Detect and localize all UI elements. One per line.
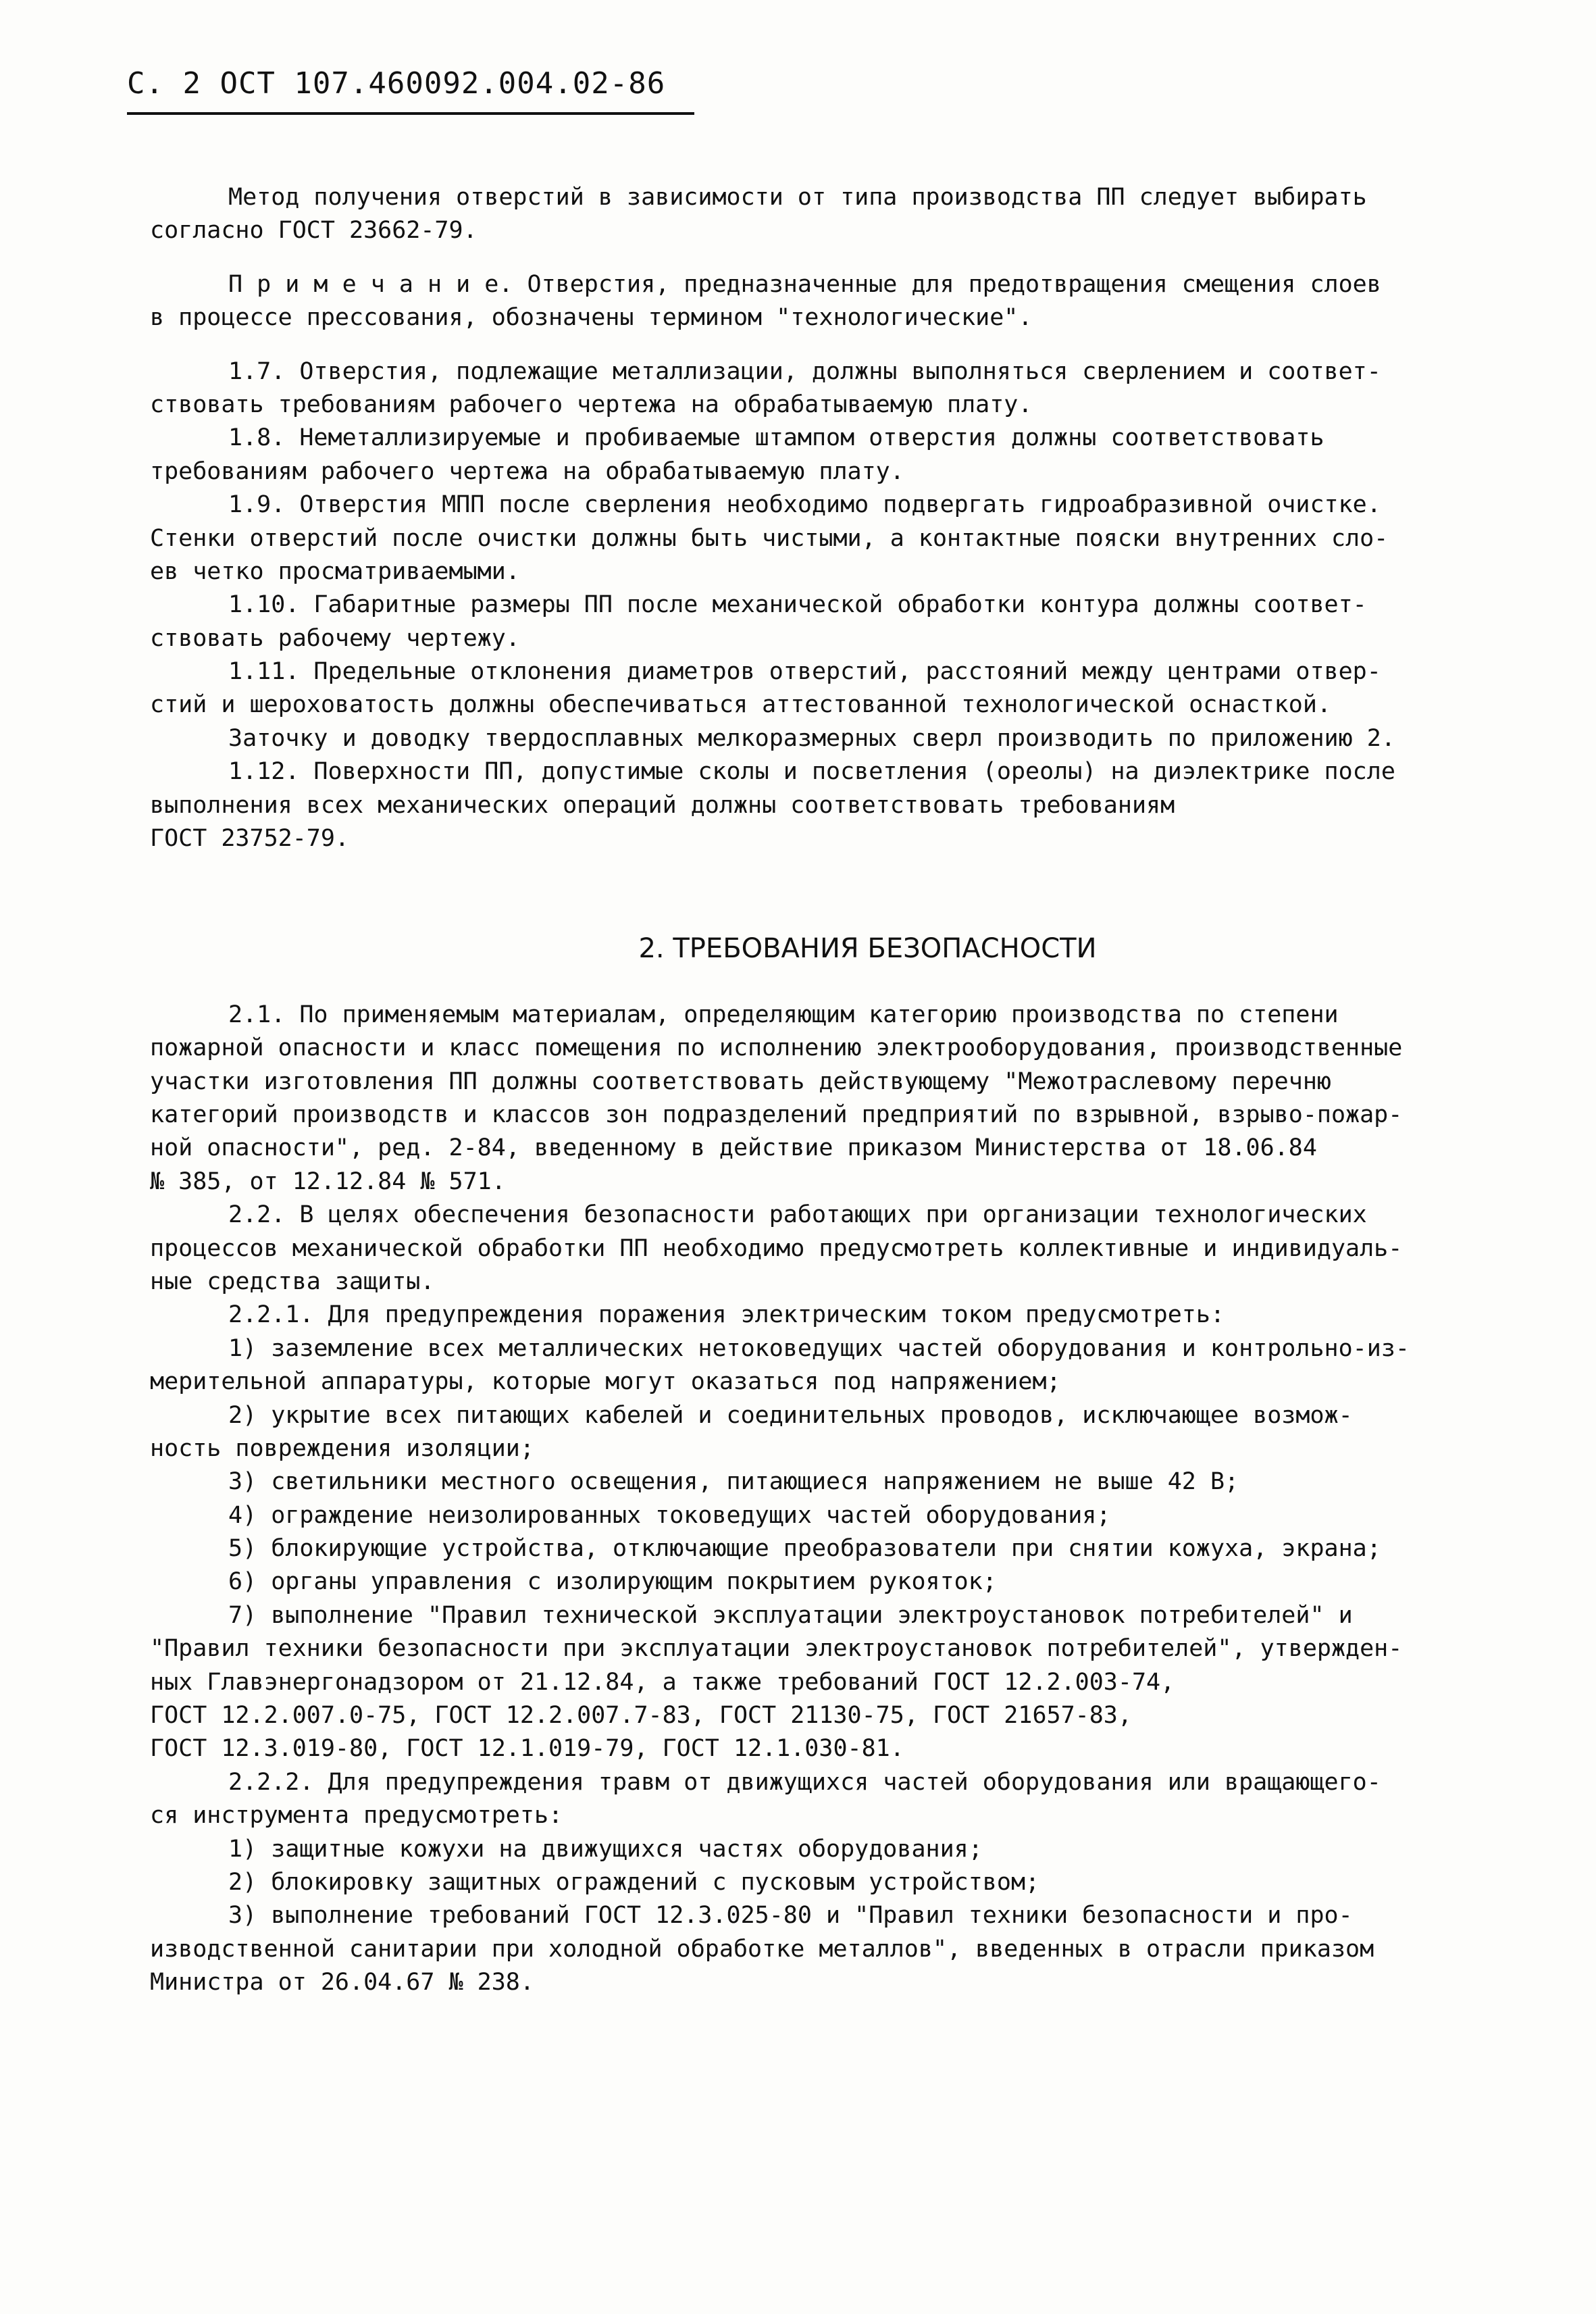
paragraph-line: ГОСТ 23752-79. — [150, 825, 350, 853]
paragraph-line: № 385, от 12.12.84 № 571. — [150, 1167, 506, 1195]
section-title: 2. ТРЕБОВАНИЯ БЕЗОПАСНОСТИ — [638, 933, 1097, 965]
paragraph-line: Стенки отверстий после очистки должны быть чистыми, а контактные пояски внутренних сло- — [150, 524, 1389, 552]
list-item: 2) блокировку защитных ограждений с пусковым устройством; — [228, 1868, 1040, 1896]
paragraph-line: Заточку и доводку твердосплавных мелкоразмерных сверл производить по приложению 2. — [228, 724, 1395, 752]
spacer — [150, 248, 1545, 268]
list-item: 6) органы управления с изолирующим покрытием рукояток; — [228, 1568, 997, 1596]
clause-2-1: 2.1. По применяемым материалам, определяющим категорию производства по степени — [228, 1001, 1339, 1028]
note-line: П р и м е ч а н и е. Отверстия, предназначенные для предотвращения смещения слоев — [228, 270, 1381, 298]
document-body — [150, 181, 1545, 2000]
paragraph-line: ГОСТ 12.2.007.0-75, ГОСТ 12.2.007.7-83, ГОСТ 21130-75, ГОСТ 21657-83, — [150, 1702, 1132, 1730]
paragraph-line: "Правил техники безопасности при эксплуатации электроустановок потребителей", утвержден- — [150, 1635, 1403, 1663]
paragraph-line: процессов механической обработки ПП необходимо предусмотреть коллективные и индивидуаль- — [150, 1234, 1403, 1262]
paragraph-line: ствовать требованиям рабочего чертежа на обрабатываемую плату. — [150, 391, 1033, 418]
paragraph-line: стий и шероховатость должны обеспечиваться аттестованной технологической оснасткой. — [150, 691, 1331, 719]
header-rule — [127, 112, 694, 115]
paragraph-line: изводственной санитарии при холодной обработке металлов", введенных в отрасли приказом — [150, 1935, 1374, 1963]
clause-1-8: 1.8. Неметаллизируемые и пробиваемые штампом отверстия должны соответствовать — [228, 424, 1324, 452]
list-item: 3) выполнение требований ГОСТ 12.3.025-80 и "Правил техники безопасности и про- — [228, 1902, 1353, 1930]
list-item: 1) защитные кожухи на движущихся частях оборудования; — [228, 1835, 983, 1863]
list-item: 3) светильники местного освещения, питающиеся напряжением не выше 42 В; — [228, 1468, 1239, 1496]
list-item: 2) укрытие всех питающих кабелей и соединительных проводов, исключающее возмож- — [228, 1401, 1353, 1429]
clause-1-10: 1.10. Габаритные размеры ПП после механической обработки контура должны соответ- — [228, 591, 1367, 619]
spacer — [150, 855, 1545, 932]
paragraph-line: ствовать рабочему чертежу. — [150, 624, 520, 652]
list-item: 4) ограждение неизолированных токоведущих частей оборудования; — [228, 1501, 1111, 1529]
spacer — [150, 966, 1545, 999]
paragraph-line: ся инструмента предусмотреть: — [150, 1802, 563, 1830]
clause-2-2: 2.2. В целях обеспечения безопасности работающих при организации технологических — [228, 1201, 1367, 1229]
paragraph-line: требованиям рабочего чертежа на обрабатываемую плату. — [150, 457, 904, 485]
paragraph-line: Метод получения отверстий в зависимости от типа производства ПП следует выбирать — [228, 184, 1367, 211]
paragraph-line: категорий производств и классов зон подразделений предприятий по взрывной, взрыво-пожар- — [150, 1101, 1403, 1128]
paragraph-line: пожарной опасности и класс помещения по исполнению электрооборудования, производственные — [150, 1034, 1403, 1062]
spacer — [150, 335, 1545, 355]
paragraph-line: мерительной аппаратуры, которые могут оказаться под напряжением; — [150, 1368, 1061, 1396]
paragraph-line: ные средства защиты. — [150, 1267, 435, 1295]
clause-1-9: 1.9. Отверстия МПП после сверления необходимо подвергать гидроабразивной очистке. — [228, 491, 1381, 519]
paragraph-line: Министра от 26.04.67 № 238. — [150, 1969, 534, 1996]
paragraph-line: ГОСТ 12.3.019-80, ГОСТ 12.1.019-79, ГОСТ 12.1.030-81. — [150, 1735, 904, 1763]
clause-2-2-1: 2.2.1. Для предупреждения поражения электрическим током предусмотреть: — [228, 1301, 1225, 1329]
list-item: 7) выполнение "Правил технической эксплуатации электроустановок потребителей" и — [228, 1601, 1353, 1629]
paragraph-line: согласно ГОСТ 23662-79. — [150, 217, 478, 245]
clause-1-12: 1.12. Поверхности ПП, допустимые сколы и посветления (ореолы) на диэлектрике после — [228, 758, 1395, 786]
clause-2-2-2: 2.2.2. Для предупреждения травм от движущихся частей оборудования или вращающего- — [228, 1768, 1381, 1796]
clause-1-7: 1.7. Отверстия, подлежащие металлизации, должны выполняться сверлением и соответ- — [228, 357, 1381, 385]
note-line: в процессе прессования, обозначены термином "технологические". — [150, 304, 1033, 332]
paragraph-line: выполнения всех механических операций должны соответствовать требованиям — [150, 791, 1175, 819]
paragraph-line: участки изготовления ПП должны соответствовать действующему "Межотраслевому перечню — [150, 1067, 1331, 1095]
list-item: 5) блокирующие устройства, отключающие преобразователи при снятии кожуха, экрана; — [228, 1535, 1381, 1563]
paragraph-line: ной опасности", ред. 2-84, введенному в действие приказом Министерства от 18.06.84 — [150, 1134, 1317, 1162]
paragraph-line: ность повреждения изоляции; — [150, 1434, 534, 1462]
page-header: С. 2 ОСТ 107.460092.004.02-86 — [127, 66, 666, 101]
list-item: 1) заземление всех металлических нетоковедущих частей оборудования и контрольно-из- — [228, 1334, 1410, 1362]
clause-1-11: 1.11. Предельные отклонения диаметров отверстий, расстояний между центрами отвер- — [228, 658, 1381, 686]
paragraph-line: ев четко просматриваемыми. — [150, 557, 520, 585]
paragraph-line: ных Главэнергонадзором от 21.12.84, а также требований ГОСТ 12.2.003-74, — [150, 1668, 1175, 1696]
